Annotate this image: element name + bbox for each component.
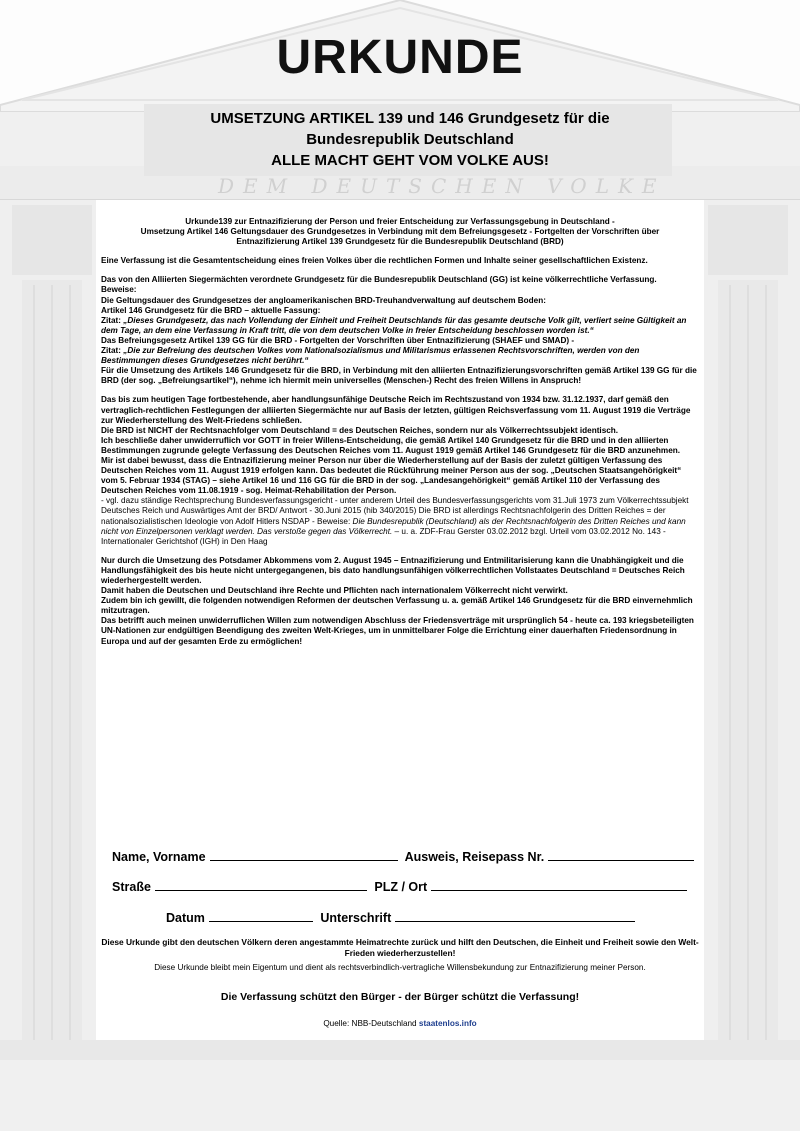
paragraph: Das Befreiungsgesetz Artikel 139 GG für die BRD - Fortgelten der Vorschriften über Entnazifizierung (SHAEF und SMAD) -	[101, 335, 575, 345]
paragraph-text: - vgl. dazu ständige Rechtsprechung Bundesverfassungsgericht - unter anderem Urteil des Bundesverfassungsgerichts vom 31.Juli 1973 zum Völkerrechtssubjekt Deutsches Reich und Auswärtiges Amt der BRD/ Antwort - 30.Juni 2015 (hib 340/2015) Die BRD ist allerdings Rechtsnachfolgerin des Dritten Reiches = der nationalsozialistischen Ideologie von Adolf Hitlers NSDAP - Beweise:	[101, 496, 689, 526]
paragraph: Ich beschließe daher unwiderruflich vor GOTT in freier Willens-Entscheidung, die gemäß Artikel 140 Grundgesetz für die BRD und in den alliierten Bestimmungen zugrunde gelegte Verfassung des Deutschen Reiches vom 11. August 1919 gemäß Artikel 146 Grundgesetz für die BRD anzunehmen.	[101, 435, 681, 455]
quote-text: „Die zur Befreiung des deutschen Volkes vom Nationalsozialismus und Militarismus erlassenen Rechtsvorschriften, werden von den Bestimmungen dieses Grundgesetzes nicht berührt.“	[101, 346, 640, 366]
intro-line: Umsetzung Artikel 146 Geltungsdauer des Grundgesetzes in Verbindung mit dem Befreiungsgesetz - Fortgelten der Vorschriften über	[140, 227, 660, 237]
form-row-name	[112, 848, 698, 864]
subtitle-line: UMSETZUNG ARTIKEL 139 und 146 Grundgesetz für die	[210, 110, 610, 127]
paragraph: Beweise:	[101, 285, 137, 295]
certificate-title: URKUNDE	[276, 31, 524, 84]
id-label: Ausweis, Reisepass Nr.	[404, 850, 545, 864]
footer-property-note: Diese Urkunde bleibt mein Eigentum und dient als rechtsverbindlich-vertragliche Willensbekundung zur Entnazifizierung meiner Person.	[154, 963, 646, 972]
paragraph: Das von den Alliierten Siegermächten verordnete Grundgesetz für die Bundesrepublik Deutschland (GG) ist keine völkerrechtliche Verfassung.	[101, 275, 657, 285]
signature-label: Unterschrift	[320, 911, 392, 925]
paragraph: Nur durch die Umsetzung des Potsdamer Abkommens vom 2. August 1945 – Entnazifizierung und Entmilitarisierung kann die Unabhängigkeit und die Handlungsfähigkeit des bis heute nicht untergegangenen, bis dato handlungsunfähigen völkerrechtlichen Vollstaates Deutschland = Deutsches Reich wiederhergestellt werden.	[101, 555, 685, 585]
quote-paragraph	[101, 316, 699, 336]
footer-statement: Diese Urkunde gibt den deutschen Völkern deren angestammte Heimatrechte zurück und hilft den Deutschen, die Einheit und Freiheit sowie den Welt-Frieden wiederherzustellen!	[101, 937, 699, 958]
quote-paragraph	[101, 346, 699, 366]
subtitle-line: Bundesrepublik Deutschland	[306, 131, 514, 148]
paragraph: Für die Umsetzung des Artikels 146 Grundgesetz für die BRD, in Verbindung mit den alliierten Entnazifizierungsvorschriften gemäß Artikel 139 GG für die BRD (der sog. „Befreiungsartikel“), nehme ich hiermit mein universelles (Menschen-) Recht des freien Willens in Anspruch!	[101, 366, 697, 386]
quote-label: Zitat:	[101, 346, 124, 356]
name-field[interactable]	[210, 848, 398, 861]
zip-label: PLZ / Ort	[374, 880, 428, 894]
subtitle-slogan: ALLE MACHT GEHT VOM VOLKE AUS!	[271, 152, 549, 169]
intro-line: Entnazifizierung Artikel 139 Grundgesetz für die Bundesrepublik Deutschland (BRD)	[236, 237, 564, 247]
paragraph: Artikel 146 Grundgesetz für die BRD – aktuelle Fassung:	[101, 305, 321, 315]
street-field[interactable]	[155, 878, 367, 891]
source-label: Quelle: NBB-Deutschland	[323, 1019, 419, 1028]
date-label: Datum	[166, 911, 205, 925]
paragraph	[101, 496, 699, 546]
paragraph-italic: Die Bundesrepublik (Deutschland) als der Rechtsnachfolgerin des Dritten Reiches und kann nicht von Einzelpersonen verklagt werden. Das verstoße gegen das Völkerrecht.	[101, 516, 686, 536]
paragraph: Damit haben die Deutschen und Deutschland ihre Rechte und Pflichten nach internationalem Völkerrecht nicht verwirkt.	[101, 586, 568, 596]
paragraph-text: – u. a. ZDF-Frau Gerster 03.02.2012 bzgl. Urteil vom 03.02.2012 No. 143 - Internationaler Gerichtshof (IGH) in Den Haag	[101, 526, 666, 546]
form-row-signature	[166, 909, 639, 925]
certificate-body	[101, 217, 699, 647]
footer-source	[100, 1019, 700, 1028]
paragraph: Zudem bin ich gewillt, die folgenden notwendigen Reformen der deutschen Verfassung u. a. gemäß Artikel 146 Grundgesetz für die BRD einvernehmlich mitzutragen.	[101, 596, 693, 616]
form-row-address	[112, 878, 691, 894]
signature-field[interactable]	[395, 909, 635, 922]
city-field[interactable]	[431, 878, 687, 891]
paragraph: Das betrifft auch meinen unwiderruflichen Willen zum notwendigen Abschluss der Friedensverträge mit ursprünglich 54 - heute ca. 193 kriegsbeteiligten UN-Nationen zur endgültigen Beendigung des zweiten Welt-Krieges, um in unmittelbarer Folge die Errichtung einer dauerhaften Friedensordnung in Europa und auf der gesamten Erde zu ermöglichen!	[101, 616, 694, 646]
paragraph: Mir ist dabei bewusst, dass die Entnazifizierung meiner Person nur über die Wiederherstellung auf der Basis der zuletzt gültigen Verfassung des Deutschen Reiches vom 11. August 1919 erfolgen kann. Das bedeutet die Rückführung meiner Person aus der sog. „Deutschen Staatsangehörigkeit“ vom 5. Februar 1934 (STAG) – siehe Artikel 16 und 116 GG für die BRD in der sog. „Landesangehörigkeit“ gemäß Artikel 110 der Verfassung des Deutschen Reiches vom 11.08.1919 - sog. Heimat-Rehabilitation der Person.	[101, 455, 682, 496]
quote-label: Zitat:	[101, 315, 124, 325]
street-label: Straße	[112, 880, 151, 894]
paragraph: Eine Verfassung ist die Gesamtentscheidung eines freien Volkes über die rechtlichen Formen und Inhalte seiner gesellschaftlichen Existenz.	[101, 256, 648, 266]
date-field[interactable]	[209, 909, 313, 922]
temple-inscription: DEM DEUTSCHEN VOLKE	[218, 174, 666, 198]
name-label: Name, Vorname	[112, 850, 206, 864]
footer-motto: Die Verfassung schützt den Bürger - der Bürger schützt die Verfassung!	[220, 991, 580, 1003]
id-number-field[interactable]	[548, 848, 694, 861]
intro-line: Urkunde139 zur Entnazifizierung der Person und freier Entscheidung zur Verfassungsgebung in Deutschland -	[185, 217, 615, 226]
paragraph: Das bis zum heutigen Tage fortbestehende, aber handlungsunfähige Deutsche Reich im Rechtszustand von 1934 bzw. 31.12.1937, darf gemäß den vertraglich-rechtlichen Festlegungen der alliierten Siegermächte nur auf Basis der letzten, gültigen Reichsverfassung vom 11. August 1919 die Verträge zur Wiederherstellung des Welt-Friedens schließen.	[101, 395, 691, 425]
paragraph: Die BRD ist NICHT der Rechtsnachfolger vom Deutschland = des Deutschen Reiches, sondern nur als Völkerrechtssubjekt identisch.	[101, 425, 619, 435]
paragraph: Die Geltungsdauer des Grundgesetzes der angloamerikanischen BRD-Treuhandverwaltung auf deutschem Boden:	[101, 295, 546, 305]
source-link[interactable]: staatenlos.info	[418, 1019, 477, 1028]
quote-text: „Dieses Grundgesetz, das nach Vollendung der Einheit und Freiheit Deutschlands für das gesamte deutsche Volk gilt, verliert seine Gültigkeit an dem Tage, an dem eine Verfassung in Kraft tritt, die von dem deutschen Volke in freier Entscheidung beschlossen worden ist.“	[101, 315, 687, 335]
